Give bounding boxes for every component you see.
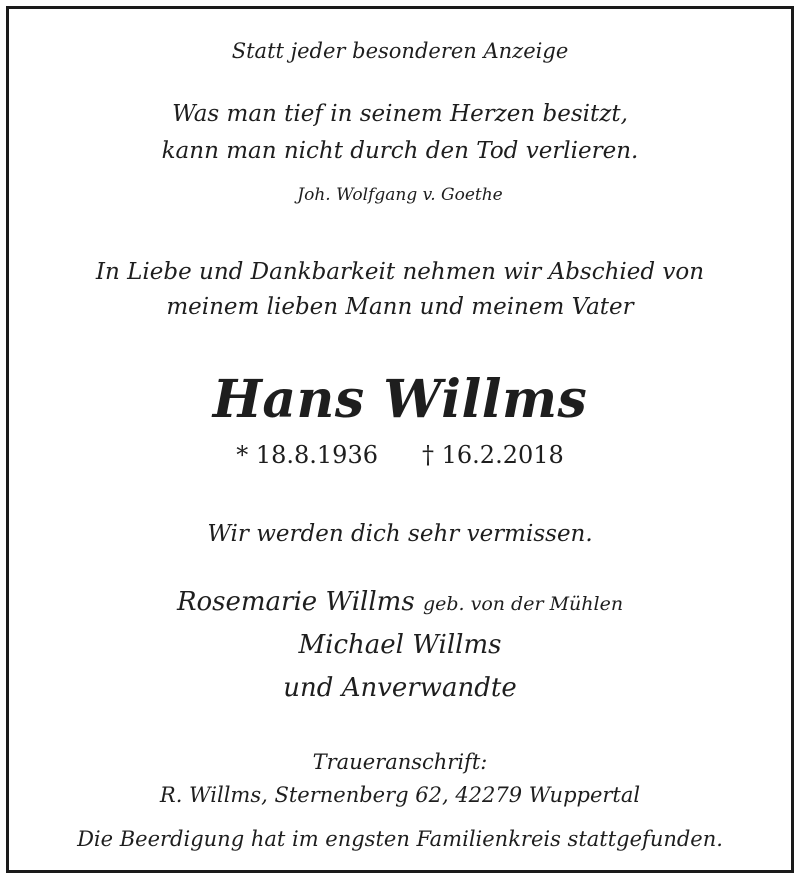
- mourner-1-maiden-name: geb. von der Mühlen: [422, 593, 624, 615]
- quote-line-1: Was man tief in seinem Herzen besitzt,: [172, 101, 628, 127]
- mourner-3: und Anverwandte: [283, 673, 517, 703]
- quote-line-2: kann man nicht durch den Tod verlieren.: [161, 138, 639, 164]
- mourner-2: Michael Willms: [298, 630, 502, 660]
- address-value: R. Willms, Sternenberg 62, 42279 Wuppertal: [159, 783, 641, 807]
- deceased-name: Hans Willms: [212, 369, 588, 430]
- address-label: Traueranschrift:: [312, 750, 488, 774]
- header-text: Statt jeder besonderen Anzeige: [231, 39, 569, 63]
- obituary-notice: [6, 6, 794, 873]
- mourner-1-name: Rosemarie Willms: [176, 587, 415, 617]
- death-date: † 16.2.2018: [422, 441, 564, 469]
- life-dates: [9, 441, 791, 469]
- birth-date: * 18.8.1936: [236, 441, 378, 469]
- mourner-1: [9, 587, 791, 617]
- intro-line-2: meinem lieben Mann und meinem Vater: [166, 294, 634, 320]
- intro-line-1: In Liebe und Dankbarkeit nehmen wir Abschied von: [95, 259, 705, 285]
- funeral-note: Die Beerdigung hat im engsten Familienkreis stattgefunden.: [77, 827, 723, 851]
- quote-author: Joh. Wolfgang v. Goethe: [297, 185, 503, 205]
- farewell-message: Wir werden dich sehr vermissen.: [207, 521, 593, 547]
